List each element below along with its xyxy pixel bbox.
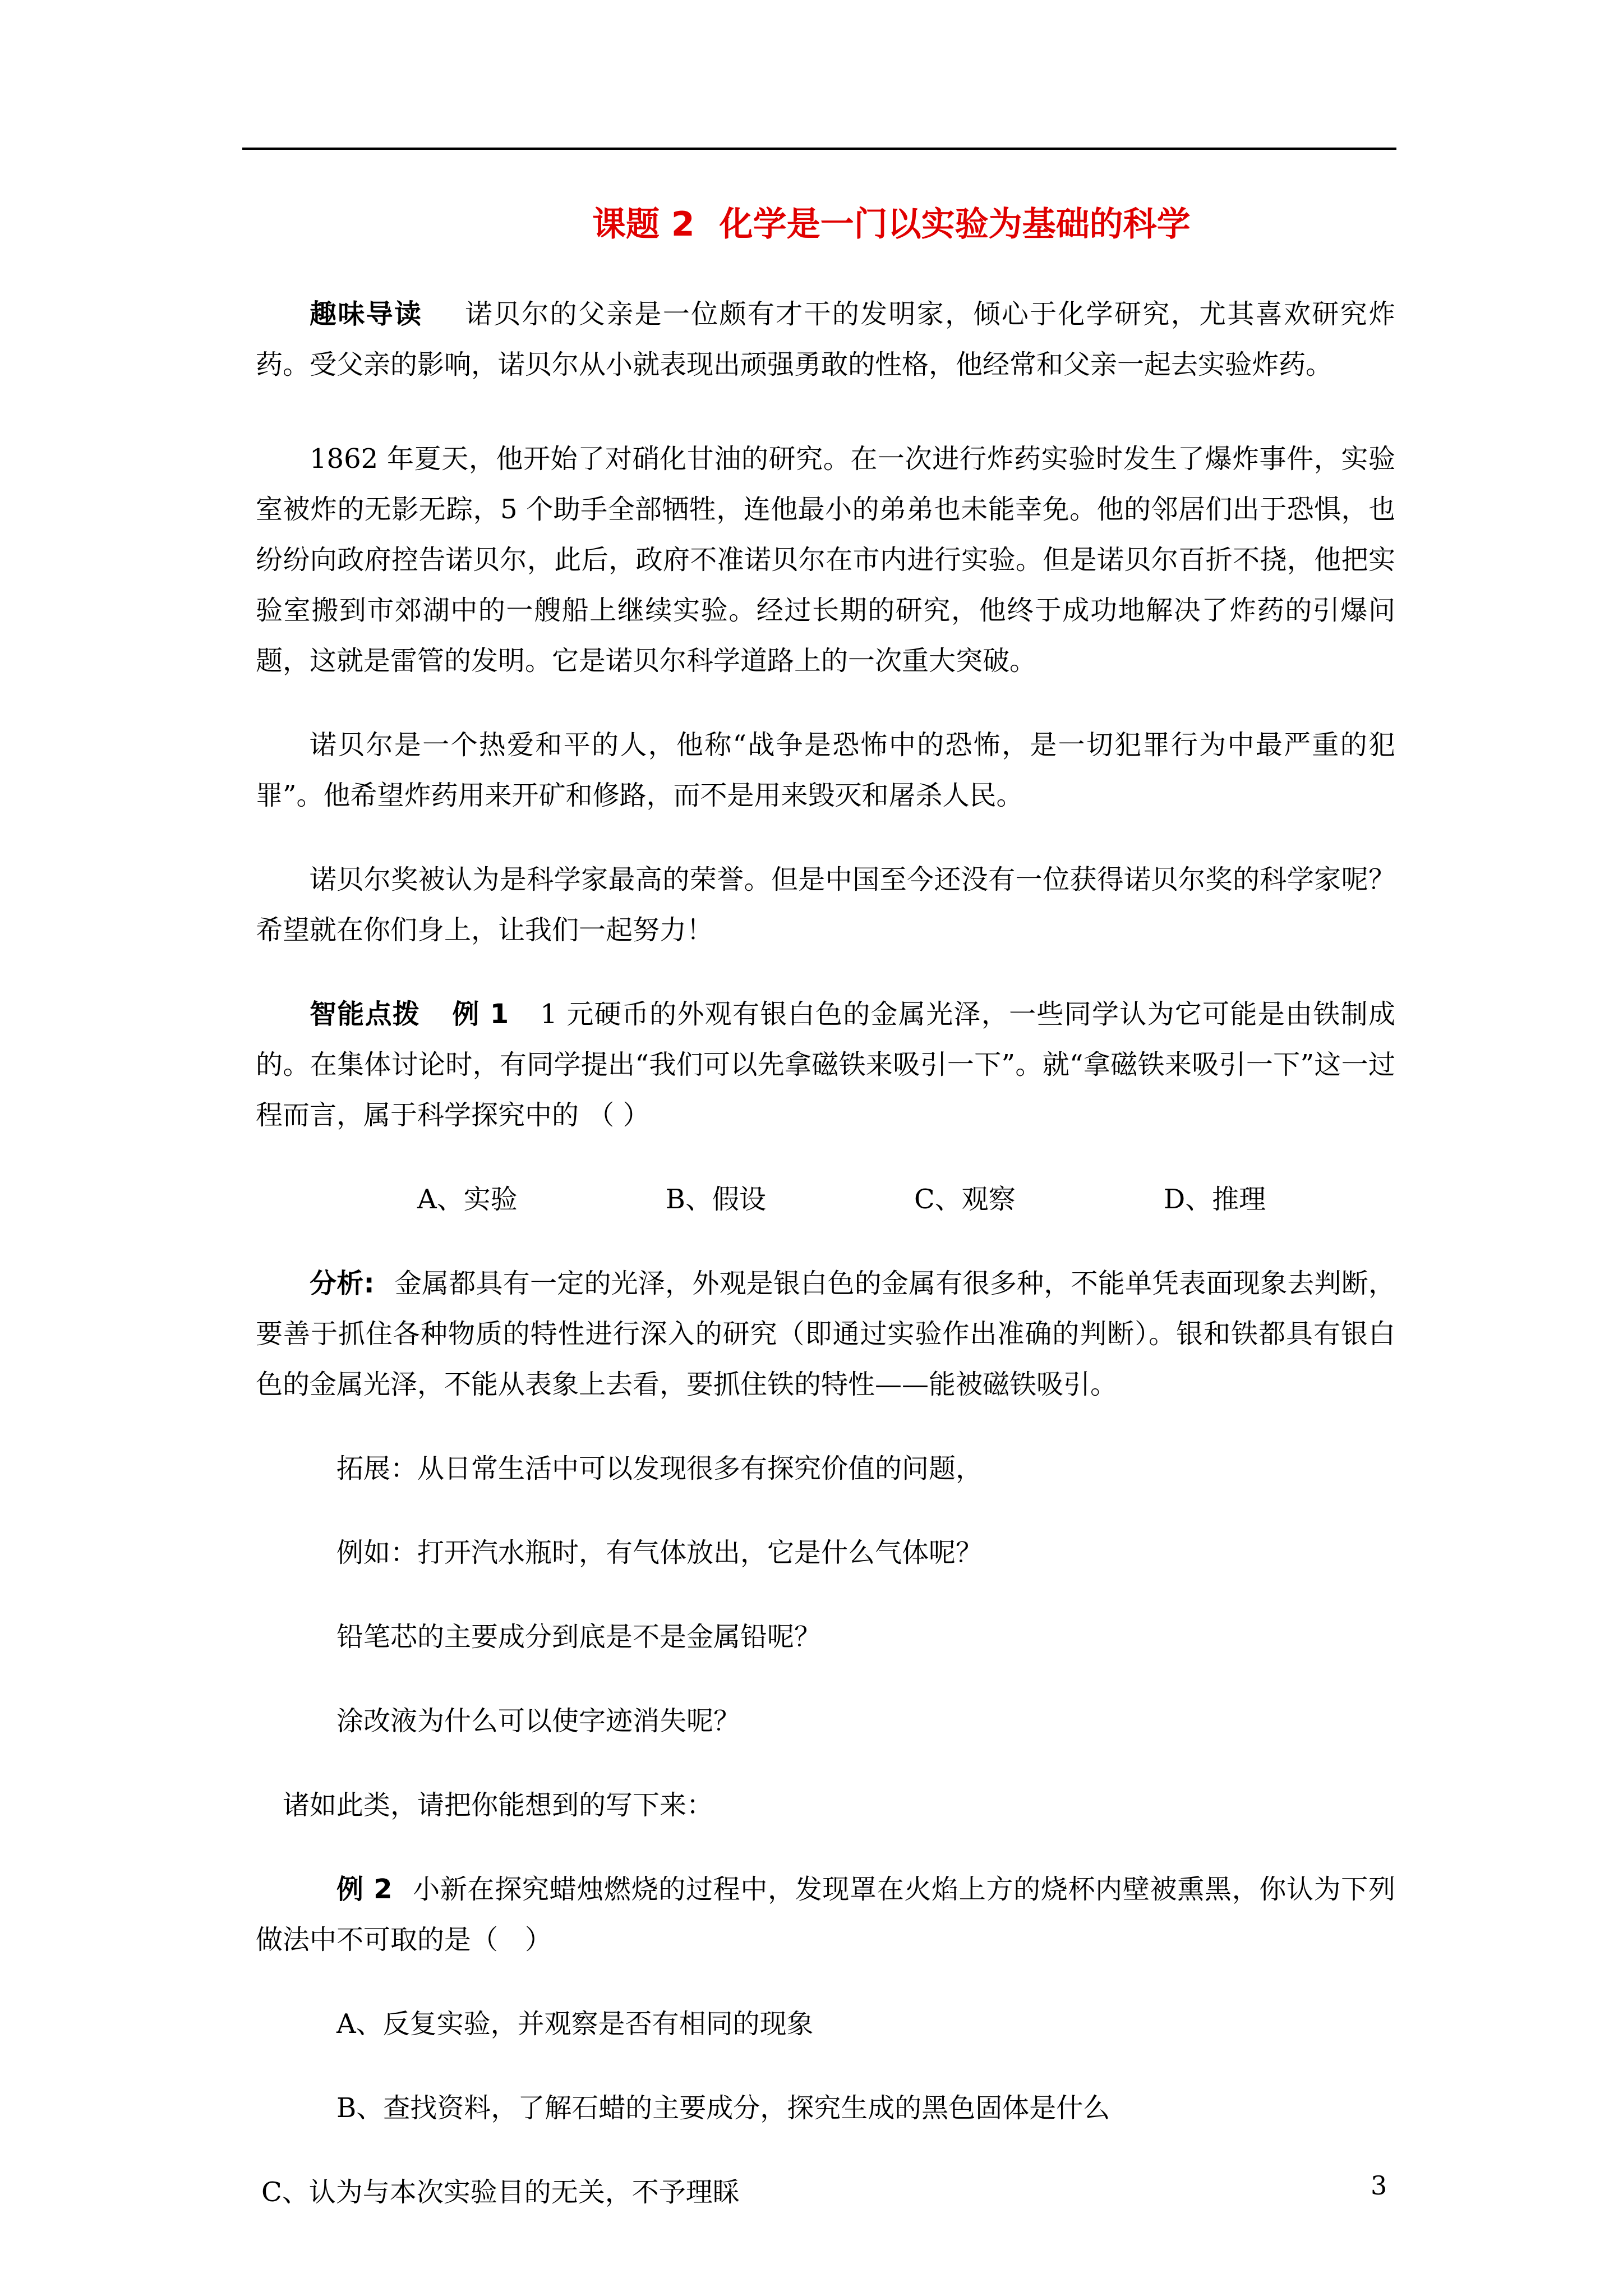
extension-text-5: 诸如此类，请把你能想到的写下来： — [283, 1789, 714, 1821]
example-1-option-a: A、实验 — [417, 1184, 518, 1215]
analysis-text: 金属都具有一定的光泽，外观是银白色的金属有很多种，不能单凭表面现象去判断，要善于抓住各种物质的特性进行深入的研究（即通过实验作出准确的判断）。银和铁都具有银白色的金属光泽，不能从表象上去看，要抓住铁的特性——能被磁铁吸引。 — [256, 1268, 1395, 1400]
reading-paragraph-3 — [256, 720, 1395, 821]
example-1-label: 例 1 — [451, 999, 509, 1030]
example-2-option-b — [256, 2083, 1395, 2133]
example-1-option-b: B、假设 — [665, 1184, 766, 1215]
example-2-option-c — [256, 2167, 1395, 2217]
page-number: 3 — [1371, 2170, 1387, 2201]
example-1-options — [256, 1174, 1395, 1225]
document-body — [256, 199, 1395, 2217]
extension-line-1 — [256, 1443, 1395, 1494]
extension-line-2 — [256, 1527, 1395, 1578]
header-rule — [242, 148, 1396, 150]
extension-text-3: 铅笔芯的主要成分到底是不是金属铅呢？ — [336, 1621, 822, 1653]
lesson-number: 课题 2 — [592, 205, 695, 244]
example-2-paragraph — [256, 1864, 1395, 1965]
extension-text-4: 涂改液为什么可以使字迹消失呢？ — [336, 1705, 741, 1737]
reading-label: 趣味导读 — [310, 298, 423, 330]
example-2-option-a-text: A、反复实验，并观察是否有相同的现象 — [336, 2008, 814, 2040]
example-2-option-a — [256, 1999, 1395, 2049]
reading-text-4: 诺贝尔奖被认为是科学家最高的荣誉。但是中国至今还没有一位获得诺贝尔奖的科学家呢？希望就在你们身上，让我们一起努力！ — [256, 864, 1395, 946]
extension-line-5 — [256, 1780, 1395, 1830]
example-2-option-b-text: B、查找资料，了解石蜡的主要成分，探究生成的黑色固体是什么 — [336, 2092, 1110, 2124]
example-2-option-c-text: C、认为与本次实验目的无关，不予理睬 — [261, 2177, 740, 2208]
analysis-paragraph: 分析: 金属都具有一定的光泽，外观是银白色的金属有很多种，不能单凭表面现象去判断，要善于抓住各种物质的特性进行深入的研究（即通过实验作出准确的判断）。银和铁都具有银白色的金属光泽，不能从表象上去看，要抓住铁的特性——能被磁铁吸引。 — [256, 1268, 1395, 1400]
reading-text-1: 诺贝尔的父亲是一位颇有才干的发明家，倾心于化学研究，尤其喜欢研究炸药。受父亲的影响，诺贝尔从小就表现出顽强勇敢的性格，他经常和父亲一起去实验炸药。 — [256, 298, 1395, 380]
example-2-label: 例 2 — [336, 1874, 393, 1905]
reading-paragraph-2 — [256, 434, 1395, 686]
example-2-question: 小新在探究蜡烛燃烧的过程中，发现罩在火焰上方的烧杯内壁被熏黑，你认为下列做法中不可取的是（ ） — [256, 1874, 1395, 1955]
reading-text-3: 诺贝尔是一个热爱和平的人，他称“战争是恐怖中的恐怖，是一切犯罪行为中最严重的犯罪”。他希望炸药用来开矿和修路，而不是用来毁灭和屠杀人民。 — [256, 729, 1395, 811]
example-1-question: 1 元硬币的外观有银白色的金属光泽，一些同学认为它可能是由铁制成的。在集体讨论时，有同学提出“我们可以先拿磁铁来吸引一下”。就“拿磁铁来吸引一下”这一过程而言，属于科学探究中的 （ ） — [256, 999, 1395, 1131]
reading-paragraph-4 — [256, 854, 1395, 955]
extension-line-4 — [256, 1696, 1395, 1746]
page-title — [256, 199, 1395, 250]
extension-text-2: 例如：打开汽水瓶时，有气体放出，它是什么气体呢？ — [336, 1537, 983, 1568]
example-1-option-c: C、观察 — [914, 1184, 1016, 1215]
lesson-title: 化学是一门以实验为基础的科学 — [719, 205, 1191, 244]
extension-line-3 — [256, 1612, 1395, 1662]
example-1-paragraph — [256, 989, 1395, 1140]
extension-text-1: 拓展：从日常生活中可以发现很多有探究价值的问题， — [336, 1453, 983, 1484]
guide-label: 智能点拨 — [310, 999, 421, 1030]
reading-paragraph-1 — [256, 289, 1395, 390]
analysis-label: 分析 — [310, 1268, 364, 1299]
example-1-option-d: D、推理 — [1163, 1184, 1266, 1215]
reading-text-2: 1862 年夏天，他开始了对硝化甘油的研究。在一次进行炸药实验时发生了爆炸事件，实验室被炸的无影无踪，5 个助手全部牺牲，连他最小的弟弟也未能幸免。他的邻居们出于恐惧，也纷纷向政府控告诺贝尔，此后，政府不准诺贝尔在市内进行实验。但是诺贝尔百折不挠，他把实验室搬到市郊湖中的一艘船上继续实验。经过长期的研究，他终于成功地解决了炸药的引爆问题，这就是雷管的发明。它是诺贝尔科学道路上的一次重大突破。 — [256, 443, 1395, 677]
